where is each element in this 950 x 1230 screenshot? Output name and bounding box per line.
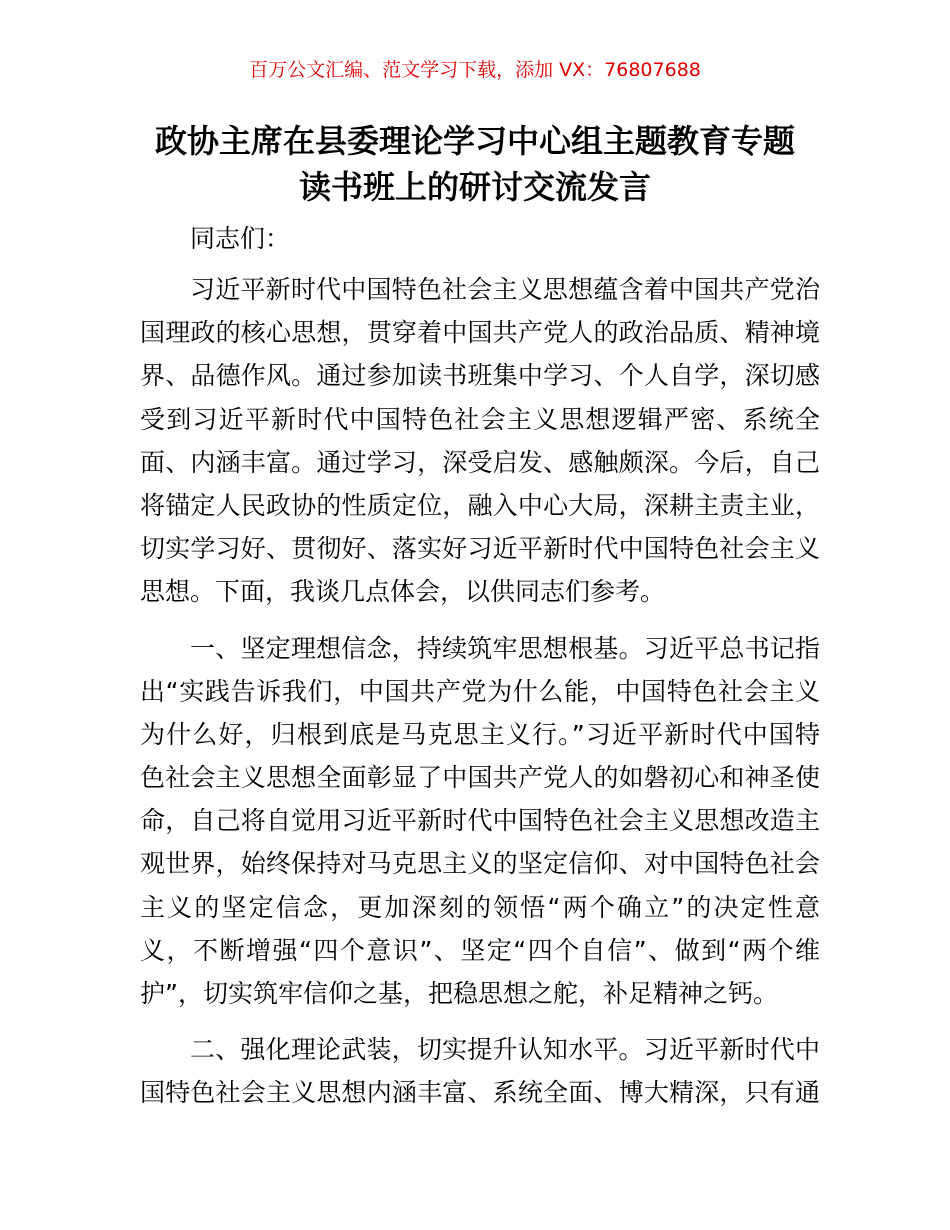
text-line: 将锚定人民政协的性质定位，融入中心大局，深耕主责主业， (140, 490, 820, 520)
text-line: 习近平新时代中国特色社会主义思想蕴含着中国共产党治 (190, 275, 820, 304)
text-line: 国特色社会主义思想内涵丰富、系统全面、博大精深，只有通 (140, 1078, 820, 1108)
text-line: 一、坚定理想信念，持续筑牢思想根基。习近平总书记指 (190, 633, 820, 663)
text-line: 二、强化理论武装，切实提升认知水平。习近平新时代中 (190, 1035, 820, 1065)
text-line: 切实学习好、贯彻好、落实好习近平新时代中国特色社会主义 (140, 534, 820, 564)
text-line: 界、品德作风。通过参加读书班集中学习、个人自学，深切感 (140, 361, 820, 391)
title-line-2: 读书班上的研讨交流发言 (298, 168, 651, 206)
text-line: 国理政的核心思想，贯穿着中国共产党人的政治品质、精神境 (140, 318, 820, 348)
text-line: 色社会主义思想全面彰显了中国共产党人的如磐初心和神圣使 (140, 763, 820, 793)
text-line: 义，不断增强“四个意识”、坚定“四个自信”、做到“两个维 (140, 935, 820, 965)
header-watermark-note: 百万公文汇编、范文学习下载，添加 VX：76807688 (249, 59, 701, 81)
text-line: 命，自己将自觉用习近平新时代中国特色社会主义思想改造主 (140, 806, 820, 836)
document-body (140, 268, 820, 1128)
text-line: 出“实践告诉我们，中国共产党为什么能，中国特色社会主义 (140, 676, 820, 706)
salutation: 同志们： (190, 224, 291, 253)
text-line: 护”，切实筑牢信仰之基，把稳思想之舵，补足精神之钙。 (140, 979, 778, 1008)
paragraph-point-2 (140, 1028, 820, 1114)
text-line: 观世界，始终保持对马克思主义的坚定信仰、对中国特色社会 (140, 849, 820, 879)
text-line: 思想。下面，我谈几点体会，以供同志们参考。 (140, 577, 666, 607)
text-line: 为什么好，归根到底是马克思主义行。”习近平新时代中国特 (140, 719, 820, 749)
document-title (100, 118, 850, 210)
text-line: 受到习近平新时代中国特色社会主义思想逻辑严密、系统全 (140, 404, 820, 434)
paragraph-point-1 (140, 627, 820, 1016)
paragraph-intro (140, 268, 820, 614)
text-line: 主义的坚定信念，更加深刻的领悟“两个确立”的决定性意 (140, 892, 820, 922)
text-line: 面、内涵丰富。通过学习，深受启发、感触颇深。今后，自己 (140, 447, 820, 477)
title-line-1: 政协主席在县委理论学习中心组主题教育专题 (154, 122, 795, 160)
